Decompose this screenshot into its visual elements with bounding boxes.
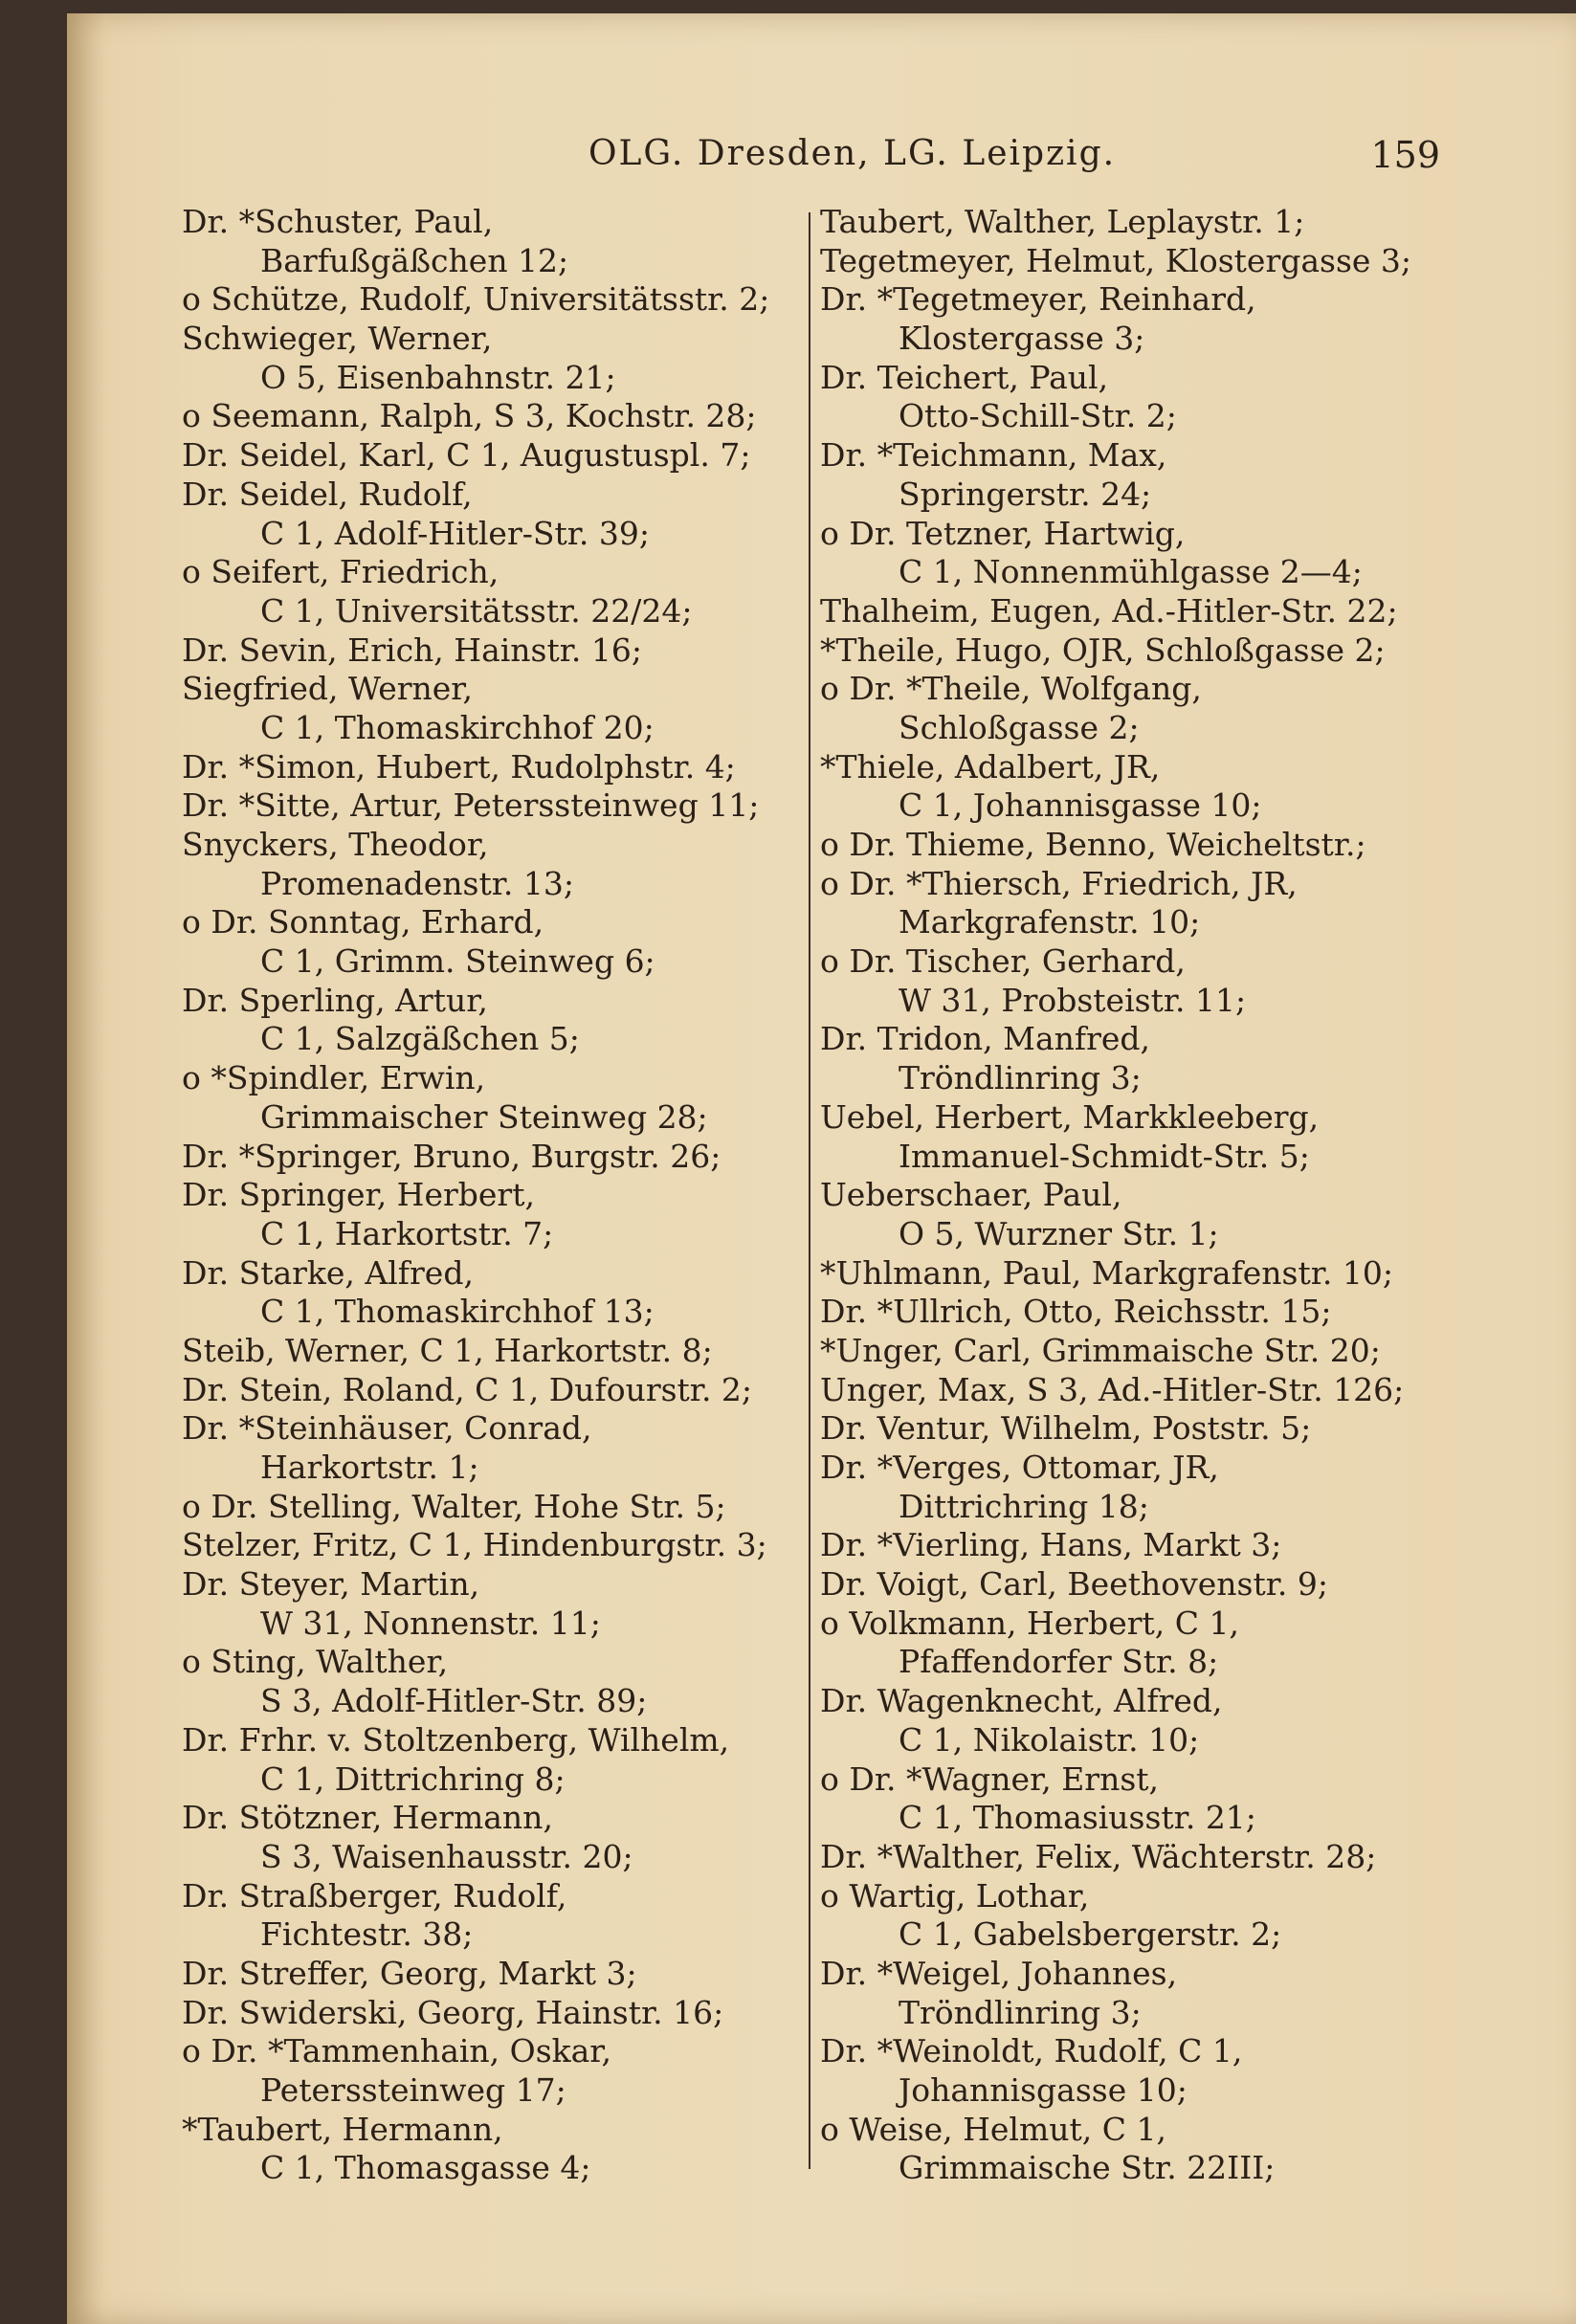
entry-continuation-line: Markgrafenstr. 10; bbox=[899, 903, 1201, 941]
entry-line: o Dr. Stelling, Walter, Hohe Str. 5; bbox=[182, 1487, 726, 1525]
entry-line: *Theile, Hugo, OJR, Schloßgasse 2; bbox=[820, 631, 1386, 669]
entry-continuation-line: W 31, Probsteistr. 11; bbox=[899, 981, 1247, 1019]
entry-continuation-line: S 3, Adolf-Hitler-Str. 89; bbox=[260, 1682, 648, 1720]
entry-continuation-line: C 1, Nikolaistr. 10; bbox=[899, 1720, 1200, 1759]
entry-line: o Dr. Sonntag, Erhard, bbox=[182, 903, 544, 941]
entry-line: *Uhlmann, Paul, Markgrafenstr. 10; bbox=[820, 1253, 1393, 1292]
column-divider bbox=[809, 212, 810, 2169]
entry-continuation-line: Immanuel-Schmidt-Str. 5; bbox=[899, 1137, 1310, 1175]
entry-line: Dr. *Springer, Bruno, Burgstr. 26; bbox=[182, 1137, 721, 1175]
entry-line: o Dr. Tetzner, Hartwig, bbox=[820, 514, 1186, 552]
right-column bbox=[820, 203, 1452, 2193]
entry-continuation-line: Otto-Schill-Str. 2; bbox=[899, 397, 1177, 435]
entry-line: o Schütze, Rudolf, Universitätsstr. 2; bbox=[182, 280, 770, 319]
entry-line: o *Spindler, Erwin, bbox=[182, 1059, 486, 1097]
entry-line: o Dr. Tischer, Gerhard, bbox=[820, 942, 1186, 981]
entry-line: Dr. Starke, Alfred, bbox=[182, 1253, 474, 1292]
entry-line: Dr. Frhr. v. Stoltzenberg, Wilhelm, bbox=[182, 1720, 730, 1759]
entry-line: Dr. *Simon, Hubert, Rudolphstr. 4; bbox=[182, 747, 736, 786]
entry-line: Dr. *Schuster, Paul, bbox=[182, 203, 494, 240]
entry-line: Steib, Werner, C 1, Harkortstr. 8; bbox=[182, 1331, 713, 1369]
entry-continuation-line: C 1, Harkortstr. 7; bbox=[260, 1214, 554, 1252]
entry-line: Dr. Stötzner, Hermann, bbox=[182, 1799, 553, 1837]
entry-line: Unger, Max, S 3, Ad.-Hitler-Str. 126; bbox=[820, 1370, 1405, 1408]
entry-line: Dr. Ventur, Wilhelm, Poststr. 5; bbox=[820, 1409, 1312, 1448]
entry-line: *Taubert, Hermann, bbox=[182, 2110, 503, 2148]
entry-line: o Wartig, Lothar, bbox=[820, 1876, 1090, 1915]
entry-continuation-line: C 1, Nonnenmühlgasse 2—4; bbox=[899, 553, 1363, 591]
entry-continuation-line: Peterssteinweg 17; bbox=[260, 2071, 566, 2109]
entry-continuation-line: Tröndlinring 3; bbox=[899, 1059, 1142, 1097]
entry-line: Dr. Wagenknecht, Alfred, bbox=[820, 1682, 1223, 1720]
entry-line: o Seemann, Ralph, S 3, Kochstr. 28; bbox=[182, 397, 757, 435]
entry-continuation-line: C 1, Salzgäßchen 5; bbox=[260, 1020, 580, 1058]
entry-line: Dr. Seidel, Karl, C 1, Augustuspl. 7; bbox=[182, 436, 751, 475]
entry-line: Dr. Sevin, Erich, Hainstr. 16; bbox=[182, 631, 642, 669]
entry-continuation-line: C 1, Thomasgasse 4; bbox=[260, 2149, 591, 2187]
entry-continuation-line: C 1, Thomaskirchhof 13; bbox=[260, 1293, 655, 1331]
entry-line: Dr. *Tegetmeyer, Reinhard, bbox=[820, 280, 1256, 319]
entry-continuation-line: Springerstr. 24; bbox=[899, 475, 1152, 513]
entry-continuation-line: O 5, Wurzner Str. 1; bbox=[899, 1214, 1219, 1252]
entry-line: Dr. Springer, Herbert, bbox=[182, 1176, 535, 1214]
entry-line: Dr. Seidel, Rudolf, bbox=[182, 475, 473, 513]
entry-line: Dr. *Vierling, Hans, Markt 3; bbox=[820, 1526, 1282, 1564]
entry-continuation-line: C 1, Johannisgasse 10; bbox=[899, 786, 1262, 825]
entry-line: Dr. Sperling, Artur, bbox=[182, 981, 488, 1019]
entry-line: o Dr. *Tammenhain, Oskar, bbox=[182, 2032, 611, 2070]
entry-line: Dr. *Weinoldt, Rudolf, C 1, bbox=[820, 2032, 1243, 2070]
entry-continuation-line: Dittrichring 18; bbox=[899, 1487, 1149, 1525]
entry-line: *Thiele, Adalbert, JR, bbox=[820, 747, 1161, 786]
entry-line: Dr. Swiderski, Georg, Hainstr. 16; bbox=[182, 1993, 724, 2031]
entry-line: Dr. *Walther, Felix, Wächterstr. 28; bbox=[820, 1837, 1377, 1875]
entry-line: Tegetmeyer, Helmut, Klostergasse 3; bbox=[820, 241, 1412, 279]
entry-continuation-line: Klostergasse 3; bbox=[899, 320, 1145, 358]
entry-line: o Volkmann, Herbert, C 1, bbox=[820, 1604, 1240, 1642]
entry-line: Dr. Voigt, Carl, Beethovenstr. 9; bbox=[820, 1565, 1328, 1604]
entry-continuation-line: C 1, Gabelsbergerstr. 2; bbox=[899, 1915, 1282, 1954]
entry-line: o Weise, Helmut, C 1, bbox=[820, 2110, 1166, 2148]
entry-line: o Dr. *Wagner, Ernst, bbox=[820, 1760, 1160, 1798]
entry-continuation-line: Tröndlinring 3; bbox=[899, 1993, 1142, 2031]
entry-line: Snyckers, Theodor, bbox=[182, 826, 489, 863]
entry-continuation-line: Promenadenstr. 13; bbox=[260, 864, 574, 902]
entry-continuation-line: Grimmaische Str. 22III; bbox=[899, 2149, 1276, 2187]
entry-line: o Seifert, Friedrich, bbox=[182, 553, 499, 591]
entry-continuation-line: C 1, Adolf-Hitler-Str. 39; bbox=[260, 514, 650, 552]
entry-line: Uebel, Herbert, Markkleeberg, bbox=[820, 1097, 1320, 1136]
entry-line: Dr. *Weigel, Johannes, bbox=[820, 1954, 1178, 1992]
entry-continuation-line: C 1, Thomasiusstr. 21; bbox=[899, 1799, 1256, 1837]
entry-continuation-line: Fichtestr. 38; bbox=[260, 1915, 474, 1954]
entry-line: *Unger, Carl, Grimmaische Str. 20; bbox=[820, 1331, 1381, 1369]
entry-line: Taubert, Walther, Leplaystr. 1; bbox=[820, 203, 1305, 240]
entry-line: Dr. *Verges, Ottomar, JR, bbox=[820, 1449, 1219, 1486]
entry-line: Siegfried, Werner, bbox=[182, 670, 473, 708]
entry-line: o Dr. *Thiersch, Friedrich, JR, bbox=[820, 864, 1298, 902]
entry-continuation-line: Schloßgasse 2; bbox=[899, 708, 1140, 746]
entry-line: Dr. *Sitte, Artur, Peterssteinweg 11; bbox=[182, 786, 760, 825]
entry-line: Dr. Tridon, Manfred, bbox=[820, 1020, 1151, 1058]
entry-continuation-line: C 1, Universitätsstr. 22/24; bbox=[260, 591, 693, 630]
entry-line: Dr. *Teichmann, Max, bbox=[820, 436, 1167, 475]
entry-continuation-line: Pfaffendorfer Str. 8; bbox=[899, 1643, 1219, 1681]
entry-line: Dr. *Steinhäuser, Conrad, bbox=[182, 1409, 592, 1448]
entry-line: o Dr. Thieme, Benno, Weicheltstr.; bbox=[820, 826, 1366, 863]
entry-line: Dr. Stein, Roland, C 1, Dufourstr. 2; bbox=[182, 1370, 753, 1408]
entry-continuation-line: Harkortstr. 1; bbox=[260, 1449, 479, 1486]
entry-line: Dr. Steyer, Martin, bbox=[182, 1565, 480, 1604]
entry-line: Dr. Straßberger, Rudolf, bbox=[182, 1876, 567, 1915]
entry-line: Dr. *Ullrich, Otto, Reichsstr. 15; bbox=[820, 1293, 1332, 1331]
entry-line: o Dr. *Theile, Wolfgang, bbox=[820, 670, 1202, 708]
entry-continuation-line: C 1, Thomaskirchhof 20; bbox=[260, 708, 655, 746]
entry-line: Thalheim, Eugen, Ad.-Hitler-Str. 22; bbox=[820, 591, 1398, 630]
left-column bbox=[182, 203, 804, 2193]
entry-continuation-line: Johannisgasse 10; bbox=[899, 2071, 1188, 2109]
page-number: 159 bbox=[1370, 134, 1440, 176]
entry-line: o Sting, Walther, bbox=[182, 1643, 449, 1681]
entry-line: Schwieger, Werner, bbox=[182, 320, 493, 358]
entry-line: Dr. Teichert, Paul, bbox=[820, 358, 1109, 396]
entry-line: Ueberschaer, Paul, bbox=[820, 1176, 1122, 1214]
page-header bbox=[177, 134, 1440, 182]
entry-continuation-line: S 3, Waisenhausstr. 20; bbox=[260, 1837, 633, 1875]
entry-continuation-line: C 1, Dittrichring 8; bbox=[260, 1760, 566, 1798]
entry-continuation-line: O 5, Eisenbahnstr. 21; bbox=[260, 358, 616, 396]
entry-continuation-line: W 31, Nonnenstr. 11; bbox=[260, 1604, 601, 1642]
running-head: OLG. Dresden, LG. Leipzig. bbox=[588, 134, 1117, 173]
entry-line: Dr. Streffer, Georg, Markt 3; bbox=[182, 1954, 637, 1992]
entry-continuation-line: Barfußgäßchen 12; bbox=[260, 241, 569, 279]
entry-continuation-line: Grimmaischer Steinweg 28; bbox=[260, 1097, 708, 1136]
entry-line: Stelzer, Fritz, C 1, Hindenburgstr. 3; bbox=[182, 1526, 767, 1564]
entry-continuation-line: C 1, Grimm. Steinweg 6; bbox=[260, 942, 655, 981]
